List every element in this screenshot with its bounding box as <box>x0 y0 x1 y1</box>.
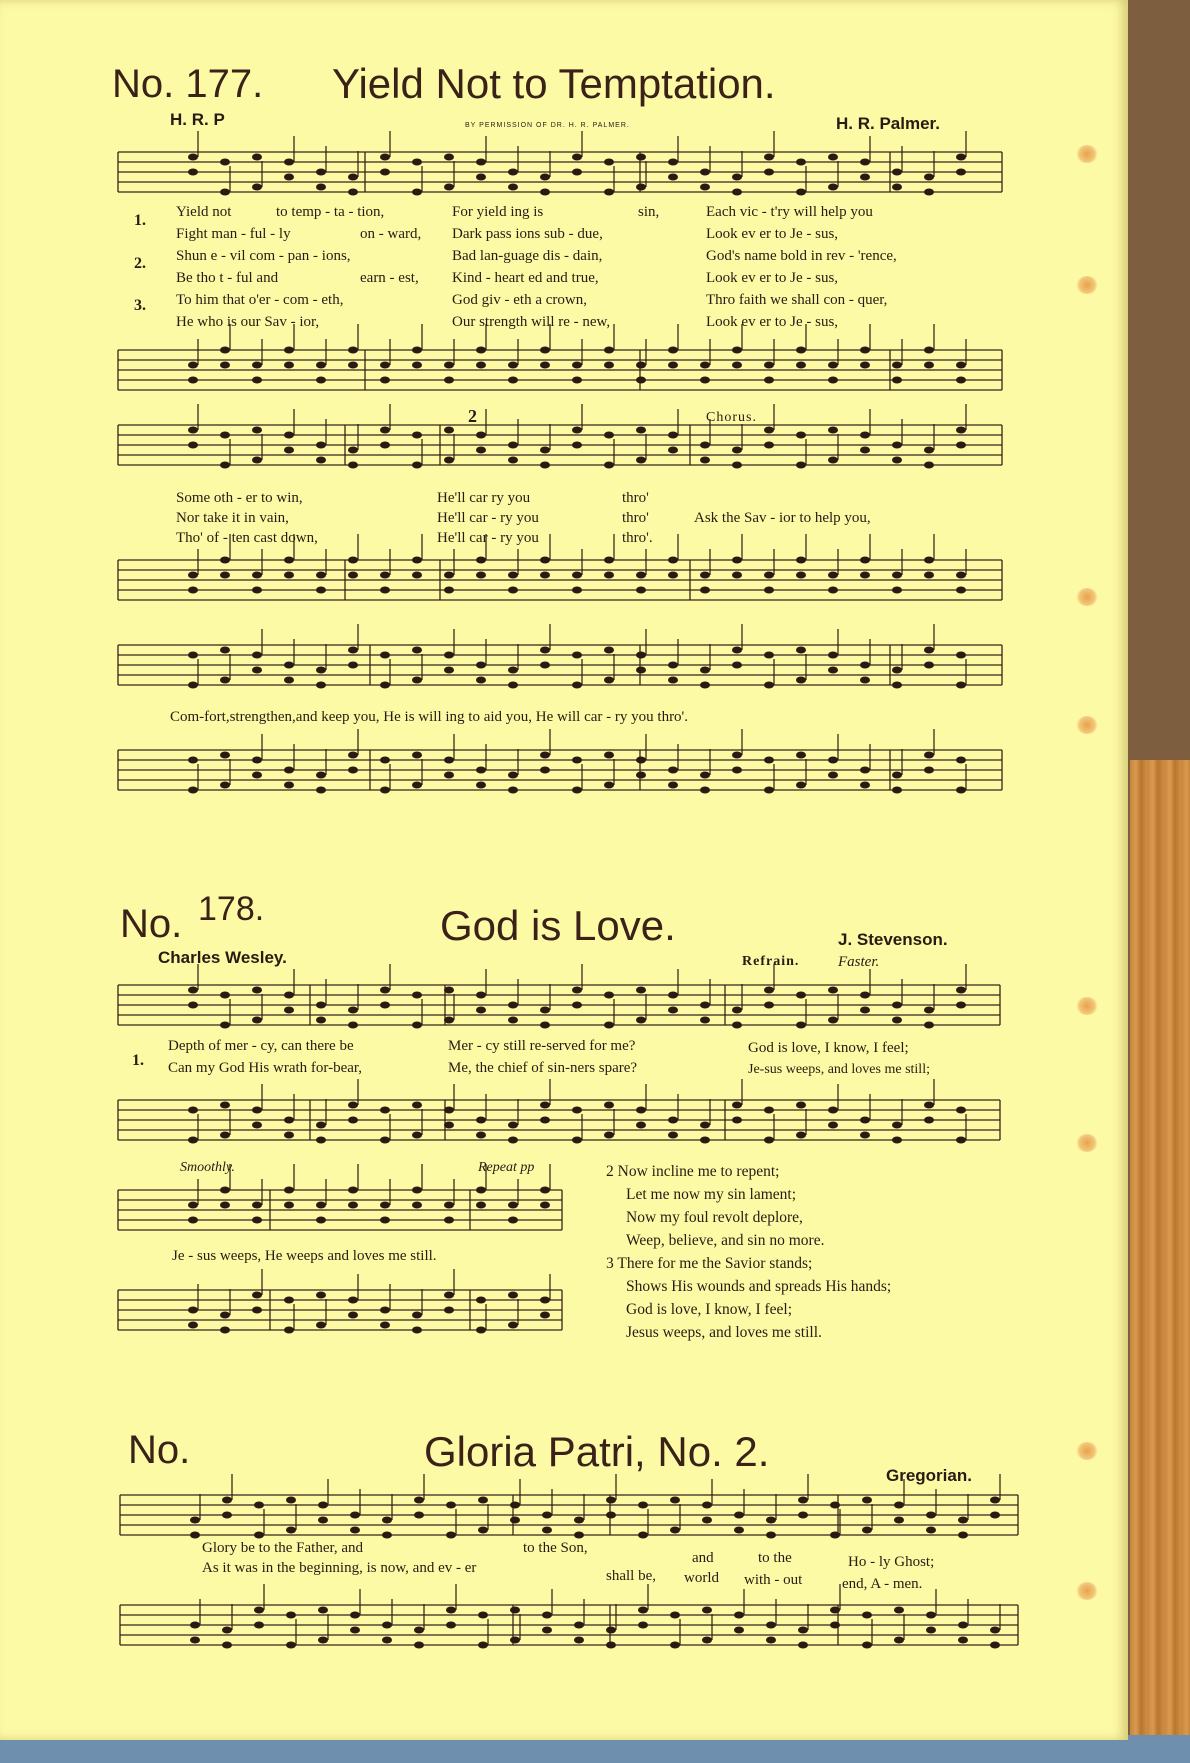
lyric: Mer - cy still re-served for me? <box>448 1038 636 1054</box>
lyric: Look ev er to Je - sus, <box>706 226 839 242</box>
lyric: Com-fort,strengthen,and keep you, He is will ing to aid you, He will car - ry you thro'. <box>170 709 689 725</box>
refrain-lyric: God is love, I know, I feel; <box>748 1040 909 1056</box>
lyric: earn - est, <box>360 270 419 286</box>
lyric: Shun e - vil com - pan - ions, <box>176 248 351 264</box>
hymn-number: No. 177. <box>112 62 264 106</box>
stanzas-block <box>606 1160 891 1344</box>
lyric: Depth of mer - cy, can there be <box>168 1038 354 1054</box>
verse-number: 1. <box>132 1052 144 1069</box>
lyric: Look ev er to Je - sus, <box>706 270 839 286</box>
lyric: Ho - ly Ghost; <box>848 1554 935 1570</box>
lyric: Glory be to the Father, and <box>202 1540 364 1556</box>
verse-number: 2. <box>134 255 146 272</box>
stanza-line: Now my foul revolt deplore, <box>626 1209 803 1226</box>
hymn-title: Yield Not to Temptation. <box>332 60 776 107</box>
lyric: shall be, <box>606 1568 656 1584</box>
lyric: Kind - heart ed and true, <box>452 270 599 286</box>
hymn-title: Gloria Patri, No. 2. <box>424 1428 770 1475</box>
permission-note: BY PERMISSION OF DR. H. R. PALMER. <box>465 122 630 129</box>
lyric: As it was in the beginning, is now, and ev - er <box>202 1560 477 1576</box>
hymn-title: God is Love. <box>440 902 676 949</box>
lyric: Me, the chief of sin-ners spare? <box>448 1060 638 1076</box>
lyric: Our strength will re - new, <box>452 314 611 330</box>
lyric: He'll car ry you <box>437 490 531 506</box>
stanza-line: Let me now my sin lament; <box>626 1186 797 1203</box>
composer-credit: J. Stevenson. <box>838 930 948 949</box>
lyric: Be tho t - ful and <box>176 270 279 286</box>
lyric: with - out <box>744 1572 803 1588</box>
lyric: Each vic - t'ry will help you <box>706 204 873 220</box>
lyric: Dark pass ions sub - due, <box>452 226 603 242</box>
lyric: Look ev er to Je - sus, <box>706 314 839 330</box>
words-credit: Charles Wesley. <box>158 948 287 967</box>
lyric: to the <box>758 1550 792 1566</box>
tempo-marking: Faster. <box>838 954 880 970</box>
stanza-line: Weep, believe, and sin no more. <box>626 1232 825 1249</box>
lyric: Bad lan-guage dis - dain, <box>452 248 603 264</box>
stanza-line: 3 There for me the Savior stands; <box>606 1255 813 1272</box>
lyric: Thro faith we shall con - quer, <box>706 292 888 308</box>
chorus-label: Chorus. <box>706 410 757 425</box>
lyric: world <box>684 1570 719 1586</box>
hymn-number: 178. <box>198 890 265 928</box>
stanza-line: God is love, I know, I feel; <box>626 1301 793 1318</box>
lyric: to temp - ta - tion, <box>276 204 385 220</box>
lyric: thro' <box>622 490 649 506</box>
lyric: and <box>692 1550 714 1566</box>
second-ending-mark: 2 <box>468 406 477 426</box>
lyric: Tho' of - ten cast down, <box>176 530 318 546</box>
tempo-marking: Smoothly. <box>180 1160 235 1175</box>
lyric: Yield not <box>176 204 232 220</box>
lyric: He'll car - ry you <box>437 530 539 546</box>
verse-number: 1. <box>134 212 146 229</box>
lyric: God's name bold in rev - 'rence, <box>706 248 897 264</box>
verse-number: 3. <box>134 297 146 314</box>
lyric: Some oth - er to win, <box>176 490 303 506</box>
lyric: thro' <box>622 510 649 526</box>
lyric: God giv - eth a crown, <box>452 292 587 308</box>
composer-credit: Gregorian. <box>886 1466 972 1485</box>
lyric: He'll car - ry you <box>437 510 539 526</box>
stanza-line: 2 Now incline me to repent; <box>606 1163 780 1180</box>
lyric: thro'. <box>622 530 653 546</box>
lyric: Can my God His wrath for-bear, <box>168 1060 363 1076</box>
composer-credit: H. R. Palmer. <box>836 114 940 133</box>
stanza-line: Jesus weeps, and loves me still. <box>626 1324 822 1341</box>
stanza-line: Shows His wounds and spreads His hands; <box>626 1278 892 1295</box>
lyric: For yield ing is <box>452 204 544 220</box>
hymn-number-prefix: No. <box>120 902 183 946</box>
lyric: He who is our Sav - ior, <box>176 314 320 330</box>
lyric: Ask the Sav - ior to help you, <box>694 510 871 526</box>
lyric: on - ward, <box>360 226 422 242</box>
refrain-lyric: Je-sus weeps, and loves me still; <box>748 1062 930 1077</box>
lyric: end, A - men. <box>842 1576 923 1592</box>
repeat-marking: Repeat pp <box>478 1160 535 1175</box>
lyric: Fight man - ful - ly <box>176 226 291 242</box>
words-credit: H. R. P <box>170 110 225 129</box>
lyric: Je - sus weeps, He weeps and loves me still. <box>172 1248 437 1264</box>
lyric: To him that o'er - com - eth, <box>176 292 344 308</box>
lyric: to the Son, <box>523 1540 588 1556</box>
lyric: sin, <box>638 204 660 220</box>
refrain-label: Refrain. <box>742 954 800 969</box>
lyric: Nor take it in vain, <box>176 510 289 526</box>
wood-background <box>1130 760 1190 1763</box>
hymn-number: No. <box>128 1428 191 1472</box>
